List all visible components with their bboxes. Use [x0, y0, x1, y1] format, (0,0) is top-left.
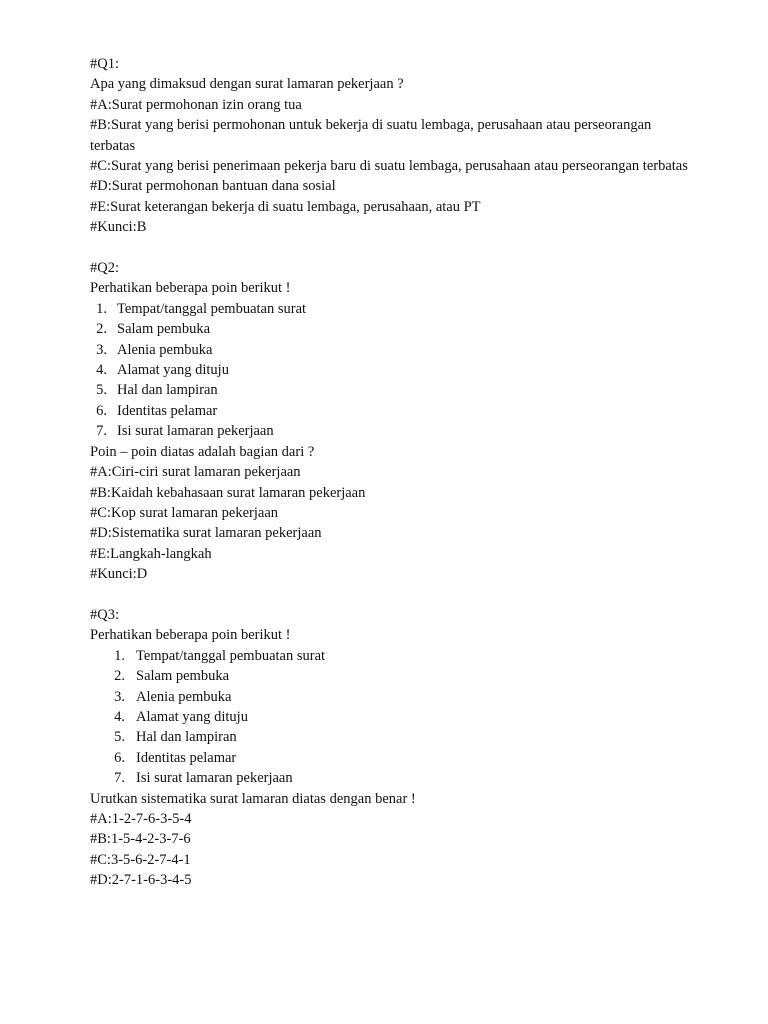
list-item — [108, 666, 690, 686]
numbered-list — [90, 299, 690, 442]
list-text: Alamat yang dituju — [136, 708, 248, 725]
list-text: Isi surat lamaran pekerjaan — [136, 770, 293, 787]
list-number: 1. — [96, 300, 107, 317]
list-number: 2. — [96, 321, 107, 338]
list-text: Alenia pembuka — [136, 688, 232, 705]
list-number: 5. — [114, 729, 125, 746]
answer-option-d: #D:Surat permohonan bantuan dana sosial — [90, 178, 336, 195]
list-text: Identitas pelamar — [117, 402, 218, 419]
list-item — [90, 319, 690, 339]
answer-option-b: #B:1-5-4-2-3-7-6 — [90, 831, 191, 848]
list-text: Isi surat lamaran pekerjaan — [117, 423, 274, 440]
answer-option-c: #C:Kop surat lamaran pekerjaan — [90, 504, 279, 521]
list-item — [108, 727, 690, 747]
list-item — [108, 748, 690, 768]
answer-option-b: #B:Kaidah kebahasaan surat lamaran pekerjaan — [90, 484, 366, 501]
list-item — [90, 360, 690, 380]
list-number: 5. — [96, 382, 107, 399]
list-text: Alamat yang dituju — [117, 362, 229, 379]
spacer — [90, 585, 690, 605]
answer-option-b: #B:Surat yang berisi permohonan untuk bekerja di suatu lembaga, perusahaan atau perseorangan terbatas — [90, 117, 652, 154]
list-number: 1. — [114, 647, 125, 664]
question-text: Poin – poin diatas adalah bagian dari ? — [90, 443, 315, 460]
list-text: Tempat/tanggal pembuatan surat — [117, 300, 307, 317]
list-item — [90, 299, 690, 319]
list-item — [108, 768, 690, 788]
list-number: 6. — [114, 749, 125, 766]
answer-option-a: #A:Ciri-ciri surat lamaran pekerjaan — [90, 464, 301, 481]
answer-key: #Kunci:B — [90, 219, 147, 236]
question-block-q1 — [90, 54, 690, 238]
question-intro: Perhatikan beberapa poin berikut ! — [90, 627, 291, 644]
answer-option-c: #C:Surat yang berisi penerimaan pekerja baru di suatu lembaga, perusahaan atau perseorangan terbatas — [90, 158, 688, 175]
list-item — [108, 687, 690, 707]
answer-key: #Kunci:D — [90, 566, 148, 583]
list-text: Salam pembuka — [136, 668, 230, 685]
list-item — [90, 380, 690, 400]
list-number: 4. — [114, 708, 125, 725]
list-number: 6. — [96, 402, 107, 419]
answer-option-e: #E:Surat keterangan bekerja di suatu lembaga, perusahaan, atau PT — [90, 198, 481, 215]
list-text: Hal dan lampiran — [117, 382, 218, 399]
numbered-list — [90, 646, 690, 789]
question-label: #Q3: — [90, 606, 119, 623]
list-text: Identitas pelamar — [136, 749, 237, 766]
list-text: Tempat/tanggal pembuatan surat — [136, 647, 326, 664]
question-label: #Q2: — [90, 260, 119, 277]
question-label: #Q1: — [90, 56, 119, 72]
answer-option-a: #A:1-2-7-6-3-5-4 — [90, 811, 192, 827]
question-text: Apa yang dimaksud dengan surat lamaran pekerjaan ? — [90, 76, 404, 93]
answer-option-d: #D:Sistematika surat lamaran pekerjaan — [90, 525, 322, 542]
question-block-q2 — [90, 258, 690, 585]
list-number: 7. — [114, 770, 125, 787]
answer-option-d: #D:2-7-1-6-3-4-5 — [90, 872, 192, 889]
answer-option-c: #C:3-5-6-2-7-4-1 — [90, 851, 191, 868]
list-number: 3. — [114, 688, 125, 705]
list-number: 4. — [96, 362, 107, 379]
document-content — [90, 54, 690, 891]
question-block-q3 — [90, 605, 690, 891]
list-item — [90, 401, 690, 421]
list-item — [90, 421, 690, 441]
answer-option-a: #A:Surat permohonan izin orang tua — [90, 96, 302, 113]
question-text: Urutkan sistematika surat lamaran diatas dengan benar ! — [90, 790, 416, 807]
question-intro: Perhatikan beberapa poin berikut ! — [90, 280, 291, 297]
spacer — [90, 238, 690, 258]
answer-option-e: #E:Langkah-langkah — [90, 545, 212, 562]
list-text: Salam pembuka — [117, 321, 211, 338]
list-number: 7. — [96, 423, 107, 440]
list-item — [108, 646, 690, 666]
list-item — [108, 707, 690, 727]
list-number: 3. — [96, 341, 107, 358]
list-number: 2. — [114, 668, 125, 685]
list-item — [90, 340, 690, 360]
list-text: Alenia pembuka — [117, 341, 213, 358]
list-text: Hal dan lampiran — [136, 729, 237, 746]
